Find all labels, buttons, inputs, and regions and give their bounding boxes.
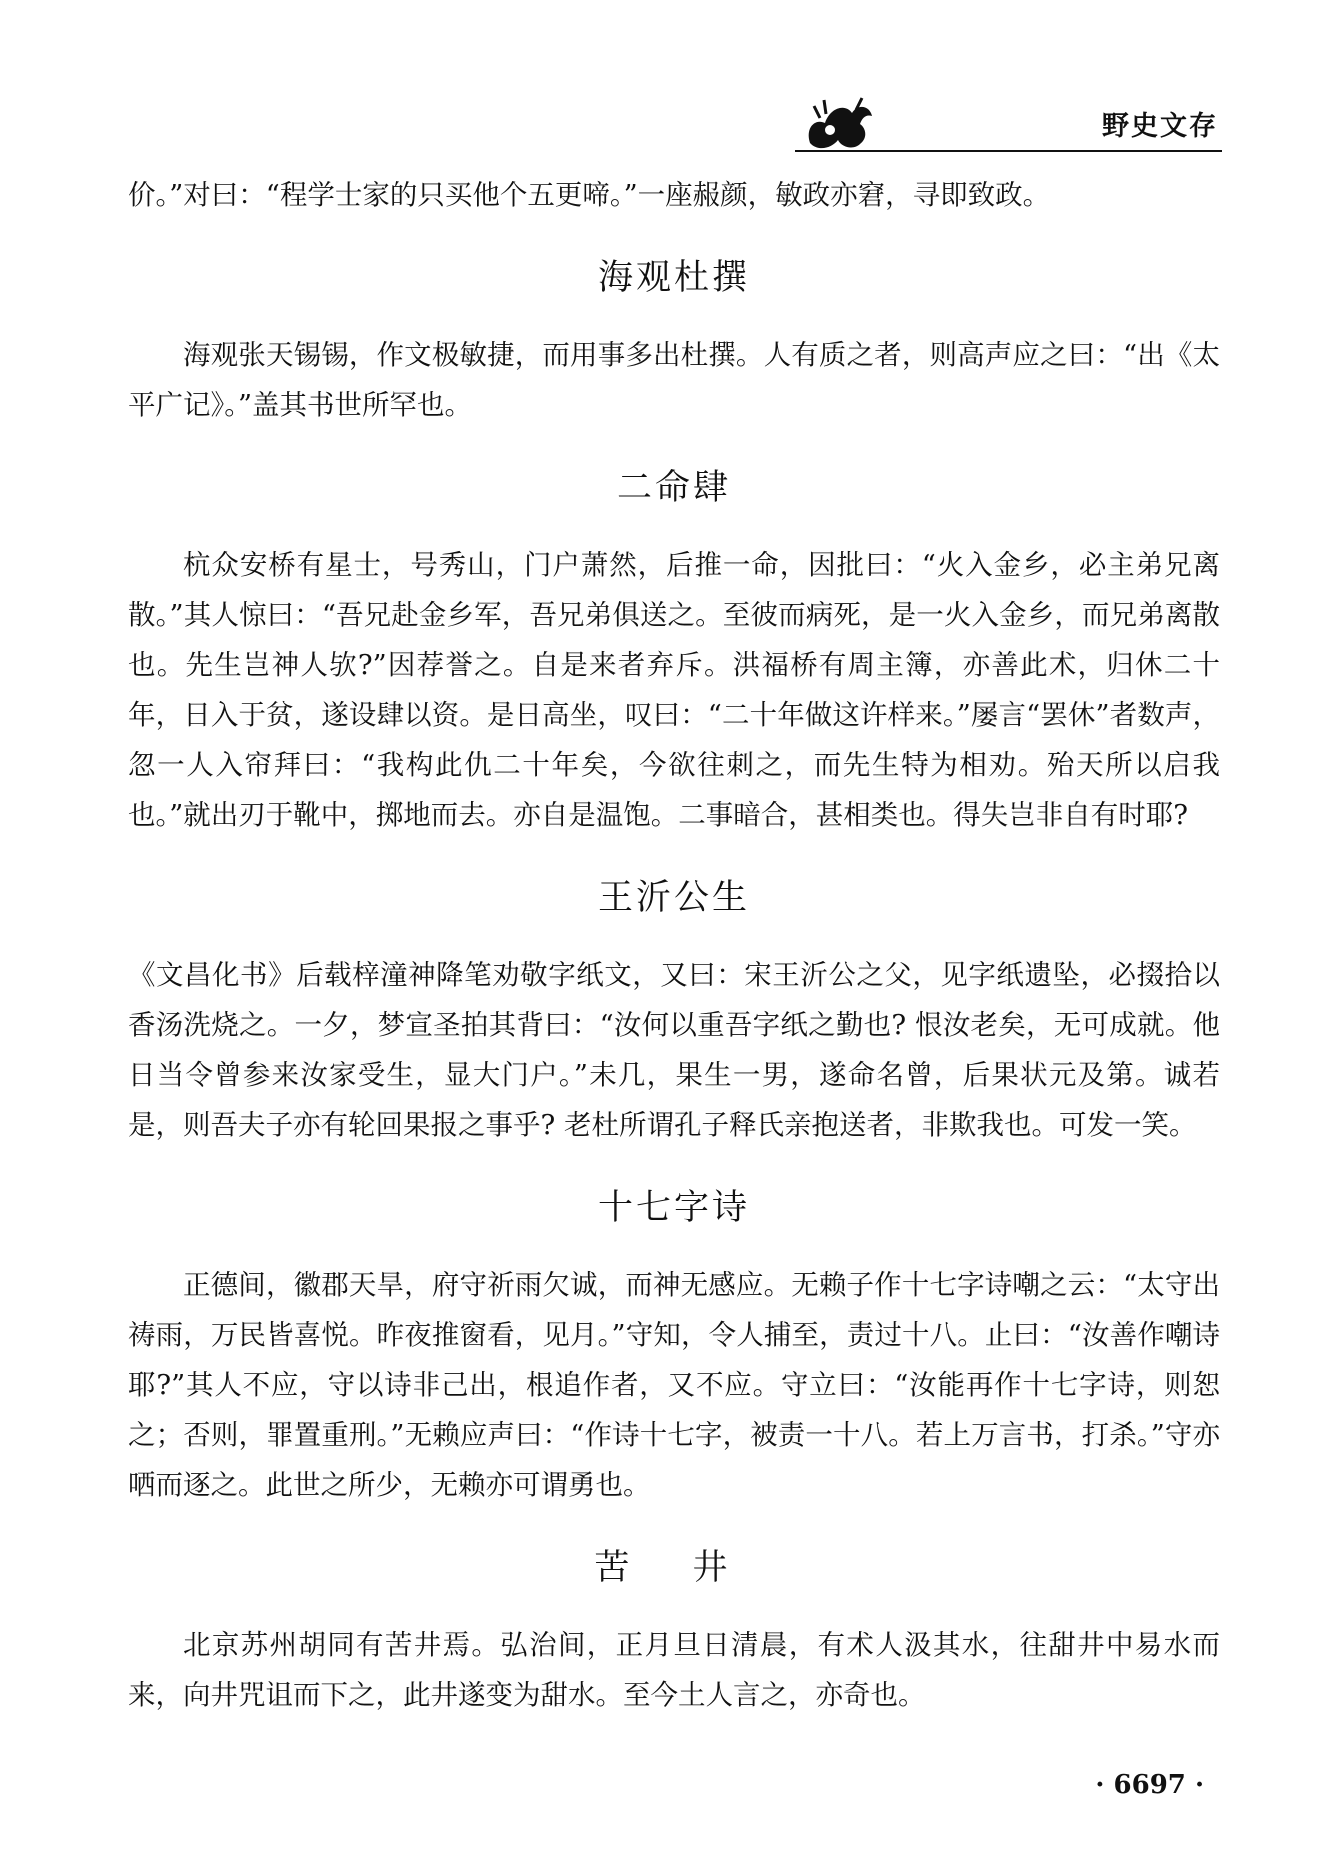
section-title: 海观杜撰	[597, 258, 750, 298]
page-header	[0, 0, 1322, 160]
section-paragraph: 《文昌化书》后载梓潼神降笔劝敬字纸文，又曰：宋王沂公之父，见字纸遗坠，必掇拾以香汤洗烧之。一夕，梦宣圣拍其背曰：“汝何以重吾字纸之勤也? 恨汝老矣，无可成就。他日当令曾参来汝家受生，显大门户。”未几，果生一男，遂命名曾，后果状元及第。诚若是，则吾夫子亦有轮回果报之事乎? 老杜所谓孔子释氏亲抱送者，非欺我也。可发一笑。	[128, 959, 1220, 1141]
section-paragraph: 正德间，徽郡天旱，府守祈雨欠诚，而神无感应。无赖子作十七字诗嘲之云：“太守出祷雨，万民皆喜悦。昨夜推窗看，见月。”守知，令人捕至，责过十八。止曰：“汝善作嘲诗耶?”其人不应，守以诗非己出，根追作者，又不应。守立曰：“汝能再作十七字诗，则恕之；否则，罪置重刑。”无赖应声曰：“作诗十七字，被责一十八。若上万言书，打杀。”守亦哂而逐之。此世之所少，无赖亦可谓勇也。	[128, 1269, 1220, 1501]
section-title: 十七字诗	[597, 1188, 750, 1228]
section-paragraph: 北京苏州胡同有苦井焉。弘治间，正月旦日清晨，有术人汲其水，往甜井中易水而来，向井咒诅而下之，此井遂变为甜水。至今土人言之，亦奇也。	[128, 1629, 1220, 1711]
page-number: · 6697 ·	[1095, 1770, 1204, 1800]
dragon-icon	[800, 88, 880, 158]
header-rule	[795, 150, 1222, 152]
section-title: 苦 井	[594, 1548, 754, 1588]
page-body	[128, 170, 1220, 1720]
section-paragraph: 杭众安桥有星士，号秀山，门户萧然，后推一命，因批曰：“火入金乡，必主弟兄离散。”其人惊曰：“吾兄赴金乡军，吾兄弟俱送之。至彼而病死，是一火入金乡，而兄弟离散也。先生岂神人欤?”因荐誉之。自是来者弃斥。洪福桥有周主簿，亦善此术，归休二十年，日入于贫，遂设肆以资。是日高坐，叹曰：“二十年做这许样来。”屡言“罢休”者数声，忽一人入帘拜曰：“我构此仇二十年矣，今欲往刺之，而先生特为相劝。殆天所以启我也。”就出刃于靴中，掷地而去。亦自是温饱。二事暗合，甚相类也。得失岂非自有时耶?	[128, 549, 1220, 831]
continued-paragraph: 价。”对曰：“程学士家的只买他个五更啼。”一座赧颜，敏政亦窘，寻即致政。	[128, 179, 1051, 211]
section-paragraph: 海观张天锡锡，作文极敏捷，而用事多出杜撰。人有质之者，则高声应之曰：“出《太平广记》。”盖其书世所罕也。	[128, 339, 1220, 421]
running-header-title: 野史文存	[1102, 111, 1218, 142]
section-title: 二命肆	[616, 468, 731, 508]
section-title: 王沂公生	[597, 878, 750, 918]
